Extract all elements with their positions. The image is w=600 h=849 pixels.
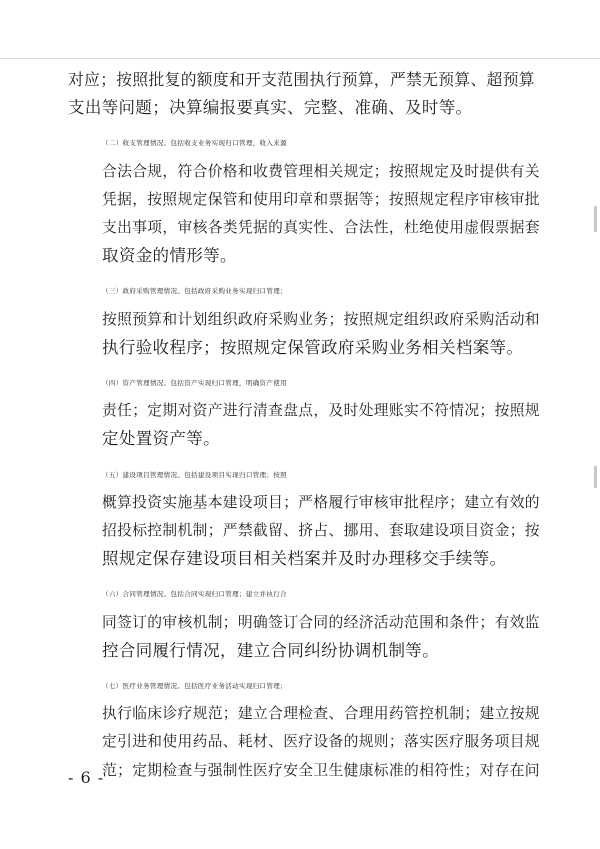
paragraph-medical-business xyxy=(68,672,540,785)
scan-edge-mark xyxy=(594,206,597,232)
paragraph-asset-management xyxy=(68,369,540,454)
text-line: 执行验收程序；按照规定保管政府采购业务相关档案等。 xyxy=(102,337,524,357)
text-line: 责任；定期对资产进行清查盘点，及时处理账实不符情况；按照规 xyxy=(102,402,540,420)
text-line: 对应；按照批复的额度和开支范围执行预算，严禁无预算、超预算 xyxy=(68,70,535,89)
document-body xyxy=(68,66,540,792)
paragraph-construction-projects xyxy=(68,461,540,574)
text-line: 执行临床诊疗规范；建立合理检查、合理用药管控机制；建立按规 xyxy=(102,705,540,723)
header-rule xyxy=(0,58,600,59)
text-line: 支出事项，审核各类凭据的真实性、合法性，杜绝使用虚假票据套 xyxy=(102,219,540,237)
text-line: 定引进和使用药品、耗材、医疗设备的规则；落实医疗服务项目规 xyxy=(102,733,540,751)
text-line: 支出等问题；决算编报要真实、完整、准确、及时等。 xyxy=(68,98,473,118)
text-line: 范；定期检查与强制性医疗安全卫生健康标准的相符性；对存在问 xyxy=(102,761,540,779)
paragraph-government-procurement xyxy=(68,277,540,362)
text-line: （五）建设项目管理情况。包括建设项目实现归口管理；按照 xyxy=(102,470,287,479)
paragraph-revenue-expenditure xyxy=(68,129,540,270)
text-line: 合法合规，符合价格和收费管理相关规定；按照规定及时提供有关 xyxy=(102,162,540,180)
text-line: 定处置资产等。 xyxy=(102,429,220,449)
page-number: - 6 - xyxy=(68,768,105,787)
text-line: 凭据，按照规定保管和使用印章和票据等；按照规定程序审核审批 xyxy=(102,190,540,208)
text-line: 按照预算和计划组织政府采购业务；按照规定组织政府采购活动和 xyxy=(102,310,540,328)
paragraph-contract-management xyxy=(68,580,540,665)
text-line: （二）收支管理情况。包括收支业务实现归口管理，收入来源 xyxy=(102,139,287,148)
paragraph-budget-continuation xyxy=(68,66,540,122)
text-line: 照规定保存建设项目相关档案并及时办理移交手续等。 xyxy=(102,549,507,569)
scan-edge-mark xyxy=(594,466,597,488)
text-line: 招投标控制机制；严禁截留、挤占、挪用、套取建设项目资金；按 xyxy=(102,522,540,540)
text-line: 取资金的情形等。 xyxy=(102,246,237,266)
text-line: （四）资产管理情况。包括资产实现归口管理，明确资产使用 xyxy=(102,379,287,388)
text-line: （三）政府采购管理情况。包括政府采购业务实现归口管理； xyxy=(102,287,287,296)
text-line: 控合同履行情况，建立合同纠纷协调机制等。 xyxy=(102,640,439,660)
text-line: 同签订的审核机制；明确签订合同的经济活动范围和条件；有效监 xyxy=(102,613,540,631)
text-line: （六）合同管理情况。包括合同实现归口管理；建立并执行合 xyxy=(102,590,287,599)
text-line: （七）医疗业务管理情况。包括医疗业务活动实现归口管理； xyxy=(102,682,287,691)
text-line: 概算投资实施基本建设项目；严格履行审核审批程序；建立有效的 xyxy=(102,493,540,511)
